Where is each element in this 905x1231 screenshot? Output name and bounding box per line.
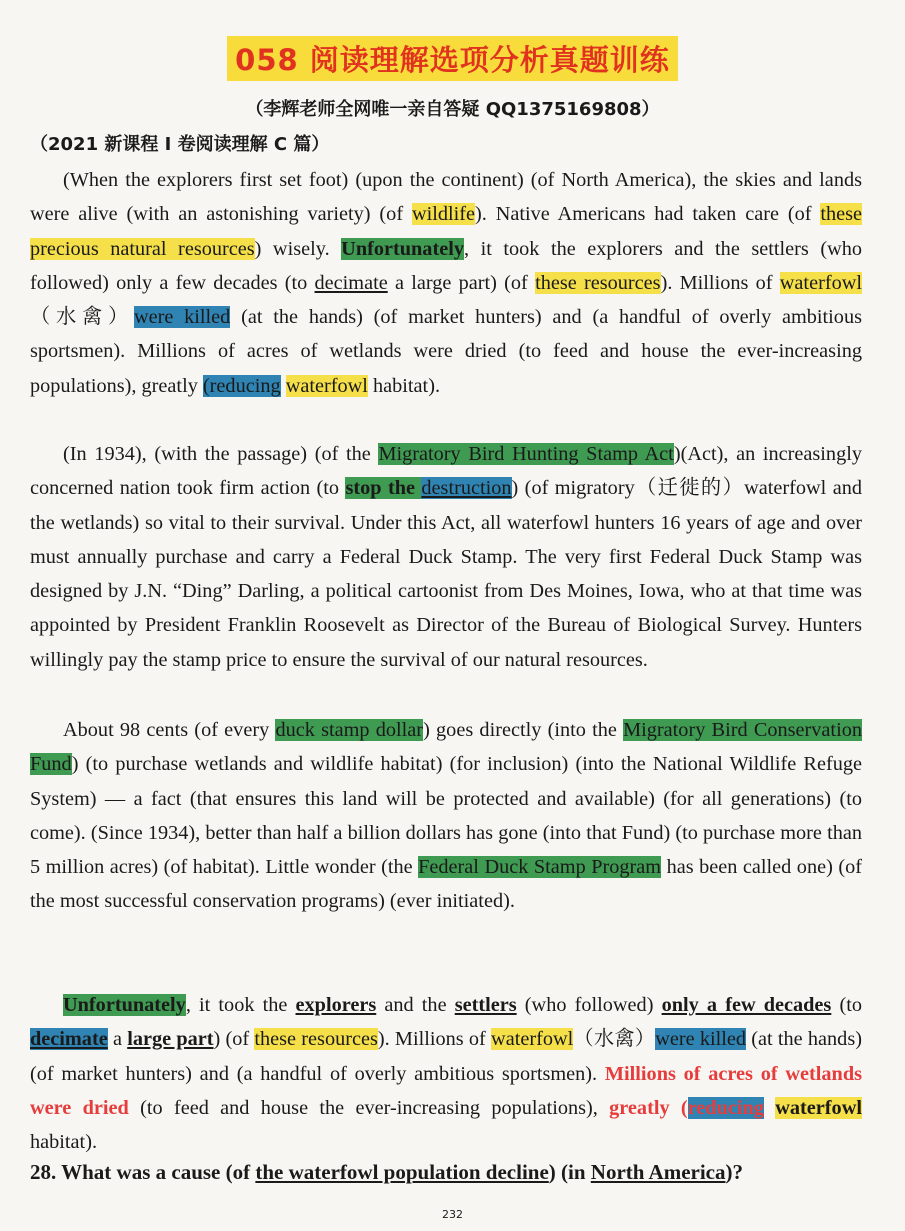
highlight-green: stop the	[345, 477, 415, 500]
page-subtitle: （李辉老师全网唯一亲自答疑 QQ1375169808）	[245, 99, 660, 120]
highlight-yellow: waterfowl	[285, 374, 368, 397]
text-run: )?	[725, 1160, 743, 1184]
underlined-word: only a few decades	[661, 994, 832, 1016]
highlight-yellow: waterfowl	[775, 1096, 862, 1119]
text-run: a	[107, 1028, 128, 1051]
text-run: ) (of migratory（迁徙的）waterfowl and the wetlands) so vital to their survival. Under this Act, all waterfowl hunters 16 years of age and over must annually purchase and carry a Federal Duck Stamp. The very first Federal Duck Stamp was designed by J.N. “Ding” Darling, a political cartoonist from Des Moines, Iowa, who at that time was appointed by President Franklin Roosevelt as Director of the Bureau of Biological Survey. Hunters willingly pay the stamp price to ensure the survival of our natural resources.	[30, 477, 862, 671]
text-run: ) (of	[213, 1028, 255, 1051]
text-run: , it took the explorers and the settlers (who followed) only a few decades (to	[30, 237, 862, 294]
text-run: About 98 cents (of every	[63, 719, 276, 741]
text-run: habitat).	[367, 374, 441, 397]
highlight-yellow: wildlife	[411, 203, 476, 226]
text-run: habitat).	[30, 1131, 98, 1154]
highlight-green: Migratory Bird Conservation Fund	[30, 719, 862, 776]
text-run: (at the hands) (of market hunters) and (a handful of overly ambitious sportsmen). Millions of acres of wetlands were dried (to feed and house the ever-increasing populations), greatly	[30, 306, 862, 397]
underlined-word: large part	[127, 1028, 214, 1051]
highlight-blue: were killed	[655, 1028, 747, 1051]
highlight-blue: destruction	[421, 477, 512, 500]
highlight-yellow: these precious natural resources	[30, 203, 863, 260]
underlined-word: the waterfowl population decline	[255, 1160, 549, 1184]
paragraph-3	[30, 713, 862, 919]
text-run: (In 1934), (with the passage) (of the	[63, 443, 379, 465]
page-number: 232	[442, 1208, 463, 1221]
text-run: and the	[376, 994, 455, 1016]
paragraph-2	[30, 437, 862, 677]
paragraph-4-analysis	[30, 988, 862, 1159]
text-run: （水禽）	[573, 1028, 656, 1051]
text-run: ) (to purchase wetlands and wildlife habitat) (for inclusion) (into the National Wildlife Refuge System) — a fact (that ensures this land will be protected and available) (for all generations) (to come). (Since 1934), better than half a billion dollars has gone (into that Fund) (to purchase more than 5 million acres) (of habitat). Little wonder (the	[30, 753, 862, 879]
text-run: , it took the	[185, 994, 296, 1016]
underlined-word: settlers	[454, 994, 517, 1016]
text-run: (at the hands) (of market hunters) and (a handful of overly ambitious sportsmen).	[30, 1028, 862, 1085]
highlight-green: Migratory Bird Hunting Stamp Act	[378, 443, 674, 465]
highlight-yellow: waterfowl	[779, 271, 862, 294]
text-run: ) wisely.	[254, 237, 342, 260]
text-run: (who followed)	[516, 994, 662, 1016]
highlight-green: duck stamp dollar	[275, 719, 424, 741]
highlight-blue: reducing	[687, 1096, 764, 1119]
highlight-blue: (reducing	[202, 374, 281, 397]
highlight-yellow: waterfowl	[491, 1028, 574, 1051]
highlight-blue: decimate	[30, 1028, 108, 1051]
text-run	[281, 375, 286, 397]
text-run: )(Act), an increasingly concerned nation took firm action (to	[30, 443, 862, 500]
text-run: ) (in	[548, 1160, 591, 1184]
section-heading: （2021 新课程 I 卷阅读理解 C 篇）	[30, 134, 330, 155]
text-run: ). Millions of	[377, 1028, 492, 1051]
underlined-word: explorers	[295, 994, 377, 1016]
text-run: ). Millions of	[660, 271, 780, 294]
text-run: (When the explorers first set foot) (upon the continent) (of North America), the skies and lands were alive (with an astonishing variety) (of	[30, 169, 862, 226]
underlined-word: decimate	[314, 271, 388, 294]
highlight-green: Unfortunately	[63, 994, 186, 1016]
red-text: Millions of acres of wetlands were dried	[30, 1062, 862, 1119]
highlight-green: Unfortunately	[341, 237, 464, 260]
text-run: (to	[831, 994, 862, 1016]
text-run: ) goes directly (into the	[423, 719, 624, 741]
text-run: a large part) (of	[387, 271, 536, 294]
underlined-word: North America	[590, 1160, 726, 1184]
title-block	[0, 36, 905, 81]
text-run	[764, 1097, 775, 1119]
text-run: 28. What was a cause (of	[30, 1160, 256, 1184]
text-run: (to feed and house the ever-increasing populations),	[128, 1096, 610, 1119]
red-text: greatly (	[609, 1096, 688, 1119]
highlight-green: Federal Duck Stamp Program	[418, 856, 662, 879]
page-title: 058 阅读理解选项分析真题训练	[227, 36, 678, 81]
paragraph-1	[30, 163, 862, 403]
text-run: ). Native Americans had taken care (of	[475, 203, 821, 226]
highlight-blue: were killed	[133, 306, 231, 329]
question-28	[30, 1160, 743, 1185]
text-run: （水禽）	[30, 306, 134, 329]
text-run: has been called one) (of the most successful conservation programs) (ever initiated).	[30, 856, 862, 913]
highlight-yellow: these resources	[254, 1028, 378, 1051]
highlight-yellow: these resources	[535, 271, 661, 294]
